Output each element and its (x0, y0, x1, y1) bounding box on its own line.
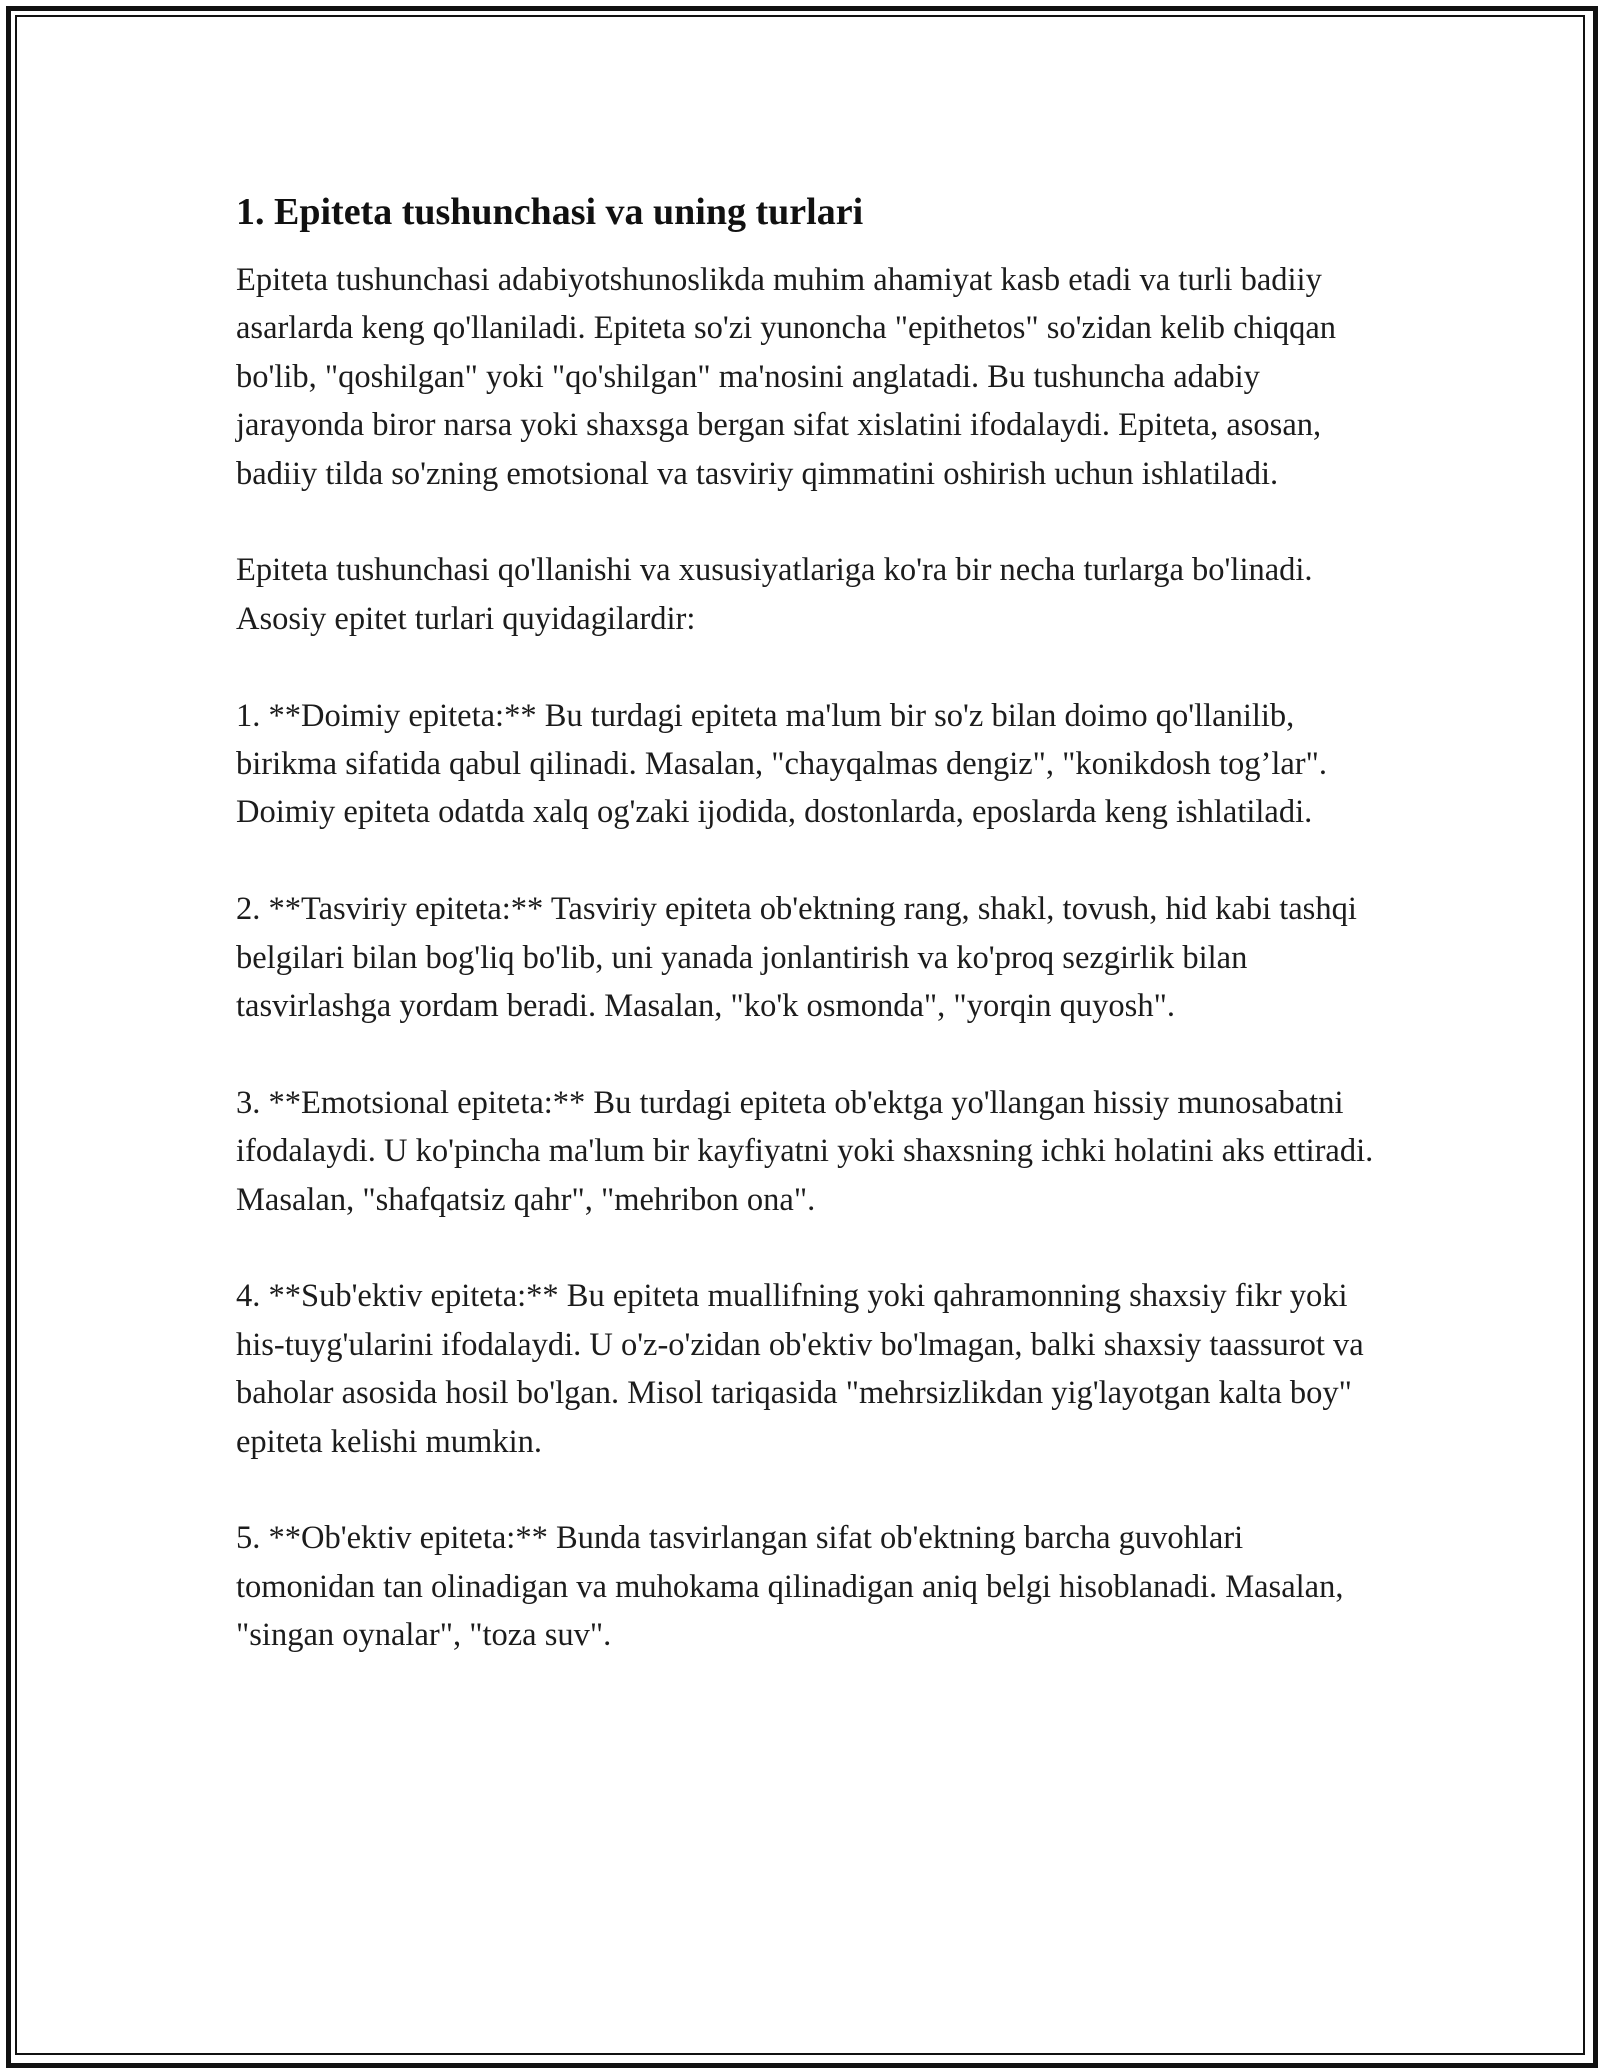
paragraph-types-intro: Epiteta tushunchasi qo'llanishi va xususiyatlariga ko'ra bir necha turlarga bo'linadi. Asosiy epitet turlari quyidagilardir: (236, 552, 1313, 637)
paragraph-type-5: 5. **Ob'ektiv epiteta:** Bunda tasvirlangan sifat ob'ektning barcha guvohlari tomonidan tan olinadigan va muhokama qilinadigan aniq belgi hisoblanadi. Masalan, "singan oynalar", "toza suv". (236, 1520, 1344, 1654)
document-body (236, 186, 1376, 1708)
paragraph-type-4: 4. **Sub'ektiv epiteta:** Bu epiteta muallifning yoki qahramonning shaxsiy fikr yoki his-tuyg'ularini ifodalaydi. U o'z-o'zidan ob'ektiv bo'lmagan, balki shaxsiy taassurot va baholar asosida hosil bo'lgan. Misol tariqasida "mehrsizlikdan yig'layotgan kalta boy" epiteta kelishi mumkin. (236, 1278, 1364, 1460)
paragraph-intro: Epiteta tushunchasi adabiyotshunoslikda muhim ahamiyat kasb etadi va turli badiiy asarlarda keng qo'llaniladi. Epiteta so'zi yunoncha "epithetos" so'zidan kelib chiqqan bo'lib, "qoshilgan" yoki "qo'shilgan" ma'nosini anglatadi. Bu tushuncha adabiy jarayonda biror narsa yoki shaxsga bergan sifat xislatini ifodalaydi. Epiteta, asosan, badiiy tilda so'zning emotsional va tasviriy qimmatini oshirish uchun ishlatiladi. (236, 262, 1337, 492)
paragraph-type-1: 1. **Doimiy epiteta:** Bu turdagi epiteta ma'lum bir so'z bilan doimo qo'llanilib, birikma sifatida qabul qilinadi. Masalan, "chayqalmas dengiz", "konikdosh tog’lar". Doimiy epiteta odatda xalq og'zaki ijodida, dostonlarda, eposlarda keng ishlatiladi. (236, 697, 1328, 831)
paragraph-type-2: 2. **Tasviriy epiteta:** Tasviriy epiteta ob'ektning rang, shakl, tovush, hid kabi tashqi belgilari bilan bog'liq bo'lib, uni yanada jonlantirish va ko'proq sezgirlik bilan tasvirlashga yordam beradi. Masalan, "ko'k osmonda", "yorqin quyosh". (236, 891, 1357, 1025)
paragraph-type-3: 3. **Emotsional epiteta:** Bu turdagi epiteta ob'ektga yo'llangan hissiy munosabatni ifodalaydi. U ko'pincha ma'lum bir kayfiyatni yoki shaxsning ichki holatini aks ettiradi. Masalan, "shafqatsiz qahr", "mehribon ona". (236, 1084, 1374, 1218)
section-heading: 1. Epiteta tushunchasi va uning turlari (236, 191, 864, 233)
